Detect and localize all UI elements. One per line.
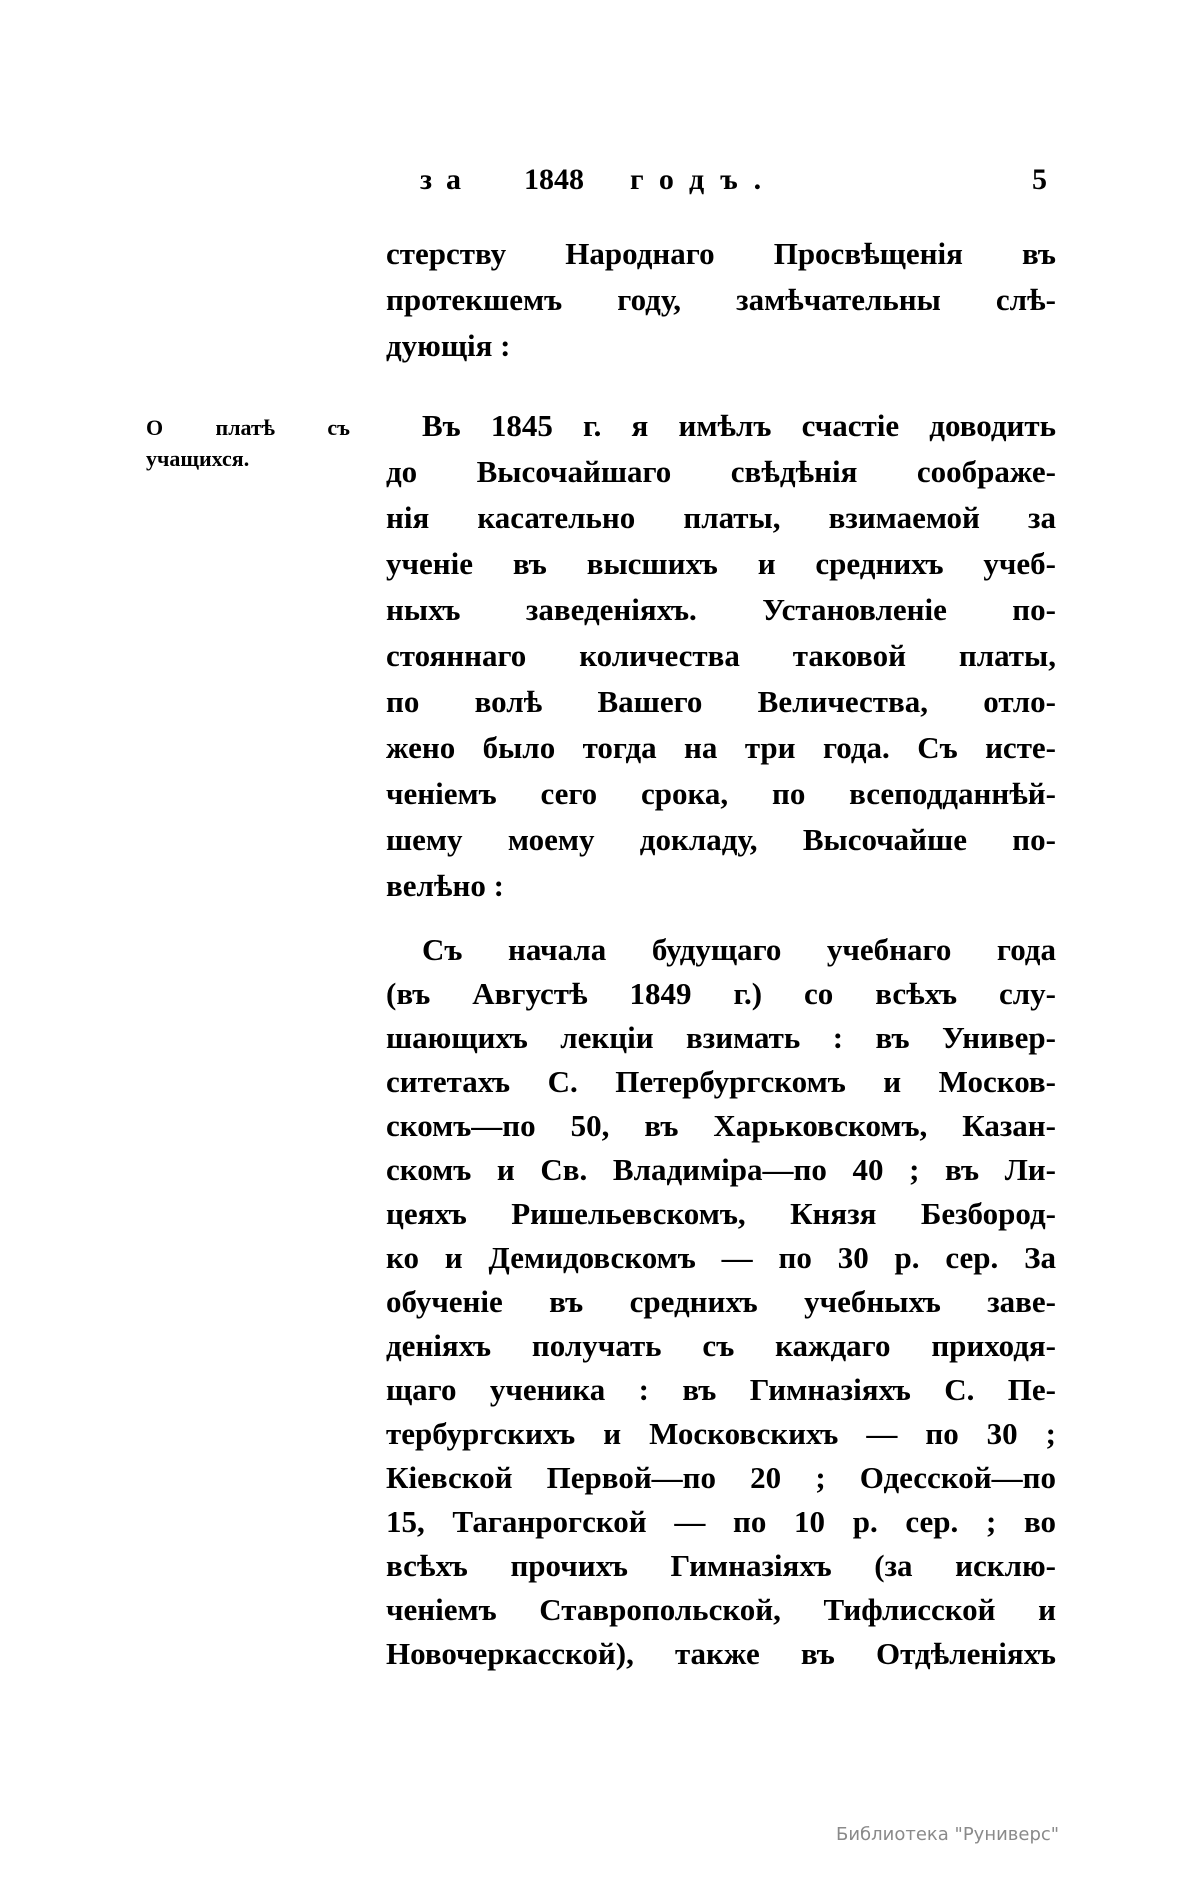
text-line: велѣно : bbox=[386, 868, 504, 903]
text-line: Новочеркасской), также въ Отдѣленіяхъ bbox=[386, 1636, 1056, 1671]
text-line: цеяхъ Ришельевскомъ, Князя Безбород- bbox=[386, 1196, 1056, 1231]
running-title-word: годъ. bbox=[630, 163, 778, 196]
text-line: Въ 1845 г. я имѣлъ счастіе доводить bbox=[422, 408, 1056, 443]
paragraph-3 bbox=[386, 928, 1056, 1676]
text-line: шающихъ лекціи взимать : въ Универ- bbox=[386, 1020, 1056, 1055]
text-line: шему моему докладу, Высочайше по- bbox=[386, 822, 1056, 857]
margin-note-line: О платѣ съ bbox=[146, 415, 350, 440]
text-line: жено было тогда на три года. Съ исте- bbox=[386, 730, 1056, 765]
text-line: до Высочайшаго свѣдѣнія соображе- bbox=[386, 454, 1056, 489]
text-line: нія касательно платы, взимаемой за bbox=[386, 500, 1056, 535]
text-line: деніяхъ получать съ каждаго приходя- bbox=[386, 1328, 1056, 1363]
text-line: по волѣ Вашего Величества, отло- bbox=[386, 684, 1056, 719]
text-line: стояннаго количества таковой платы, bbox=[386, 638, 1056, 673]
text-line: ченіемъ Ставропольской, Тифлисской и bbox=[386, 1592, 1056, 1627]
text-line: скомъ и Св. Владиміра—по 40 ; въ Ли- bbox=[386, 1152, 1056, 1187]
text-line: 15, Таганрогской — по 10 р. сер. ; во bbox=[386, 1504, 1056, 1539]
text-line: (въ Августѣ 1849 г.) со всѣхъ слу- bbox=[386, 976, 1056, 1011]
text-line: тербургскихъ и Московскихъ — по 30 ; bbox=[386, 1416, 1056, 1451]
text-line: протекшемъ году, замѣчательны слѣ- bbox=[386, 282, 1056, 317]
margin-note bbox=[146, 412, 350, 474]
text-line: ныхъ заведеніяхъ. Установленіе по- bbox=[386, 592, 1056, 627]
text-line: обученіе въ среднихъ учебныхъ заве- bbox=[386, 1284, 1056, 1319]
text-line: Кіевской Первой—по 20 ; Одесской—по bbox=[386, 1460, 1056, 1495]
margin-note-line: учащихся. bbox=[146, 446, 250, 471]
library-watermark: Библиотека "Руниверс" bbox=[836, 1824, 1060, 1845]
running-title-word: за bbox=[420, 163, 476, 196]
text-line: щаго ученика : въ Гимназіяхъ С. Пе- bbox=[386, 1372, 1056, 1407]
text-line: стерству Народнаго Просвѣщенія въ bbox=[386, 236, 1056, 271]
text-line: Съ начала будущаго учебнаго года bbox=[422, 932, 1056, 967]
running-title-year: 1848 bbox=[524, 163, 584, 196]
paragraph-2 bbox=[386, 403, 1056, 909]
page-number: 5 bbox=[1032, 163, 1047, 196]
text-line: ченіемъ сего срока, по всеподданнѣй- bbox=[386, 776, 1056, 811]
text-line: ситетахъ С. Петербургскомъ и Москов- bbox=[386, 1064, 1056, 1099]
text-line: ученіе въ высшихъ и среднихъ учеб- bbox=[386, 546, 1056, 581]
text-line: ко и Демидовскомъ — по 30 р. сер. За bbox=[386, 1240, 1056, 1275]
text-line: дующія : bbox=[386, 328, 511, 363]
text-line: скомъ—по 50, въ Харьковскомъ, Казан- bbox=[386, 1108, 1056, 1143]
paragraph-1 bbox=[386, 231, 1056, 369]
text-line: всѣхъ прочихъ Гимназіяхъ (за исклю- bbox=[386, 1548, 1056, 1583]
